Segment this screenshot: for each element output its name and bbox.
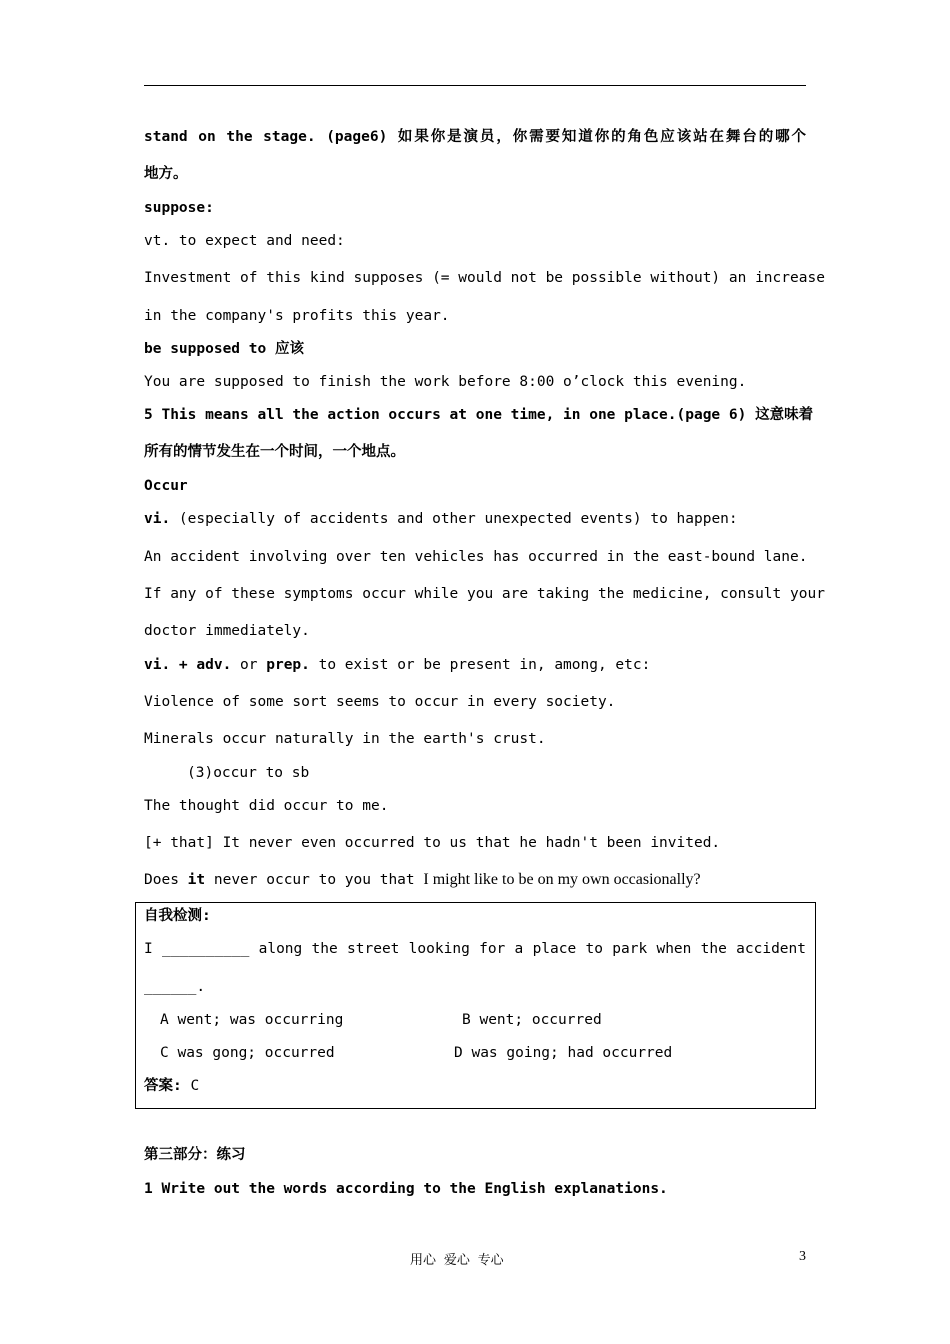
pos-label: prep.	[266, 657, 310, 673]
text-l22-bold: it	[187, 872, 206, 888]
header-rule	[144, 85, 806, 86]
option-d: D was going; had occurred	[454, 1045, 673, 1061]
example-line: The thought did occur to me.	[144, 798, 389, 814]
body-line-2: 地方。	[144, 166, 188, 182]
answer-line	[144, 1077, 806, 1095]
question-line	[144, 940, 806, 958]
definition-text: to exist or be present in, among, etc:	[309, 657, 651, 673]
word-heading-suppose: suppose:	[144, 200, 214, 216]
translation-line: 所有的情节发生在一个时间，一个地点。	[144, 444, 405, 460]
option-a: A went; was occurring	[160, 1012, 344, 1028]
option-c: C was gong; occurred	[160, 1045, 335, 1061]
question-blank: ______.	[144, 979, 206, 995]
text-l1: stand on the stage. (page6) 如果你是演员，你需要知道你的角色应该站在舞台的哪个	[144, 129, 806, 145]
example-line: doctor immediately.	[144, 623, 310, 639]
text-l5: Investment of this kind supposes (= would not be possible without) an increase	[144, 270, 825, 286]
example-line	[144, 871, 806, 889]
answer-value: C	[181, 1078, 200, 1094]
definition-line	[144, 656, 806, 674]
body-line-1	[144, 128, 806, 146]
question-text: I __________ along the street looking for a place to park when the accident	[144, 941, 806, 957]
text-l14: If any of these symptoms occur while you are taking the medicine, consult your	[144, 586, 825, 602]
section-title: 第三部分：练习	[144, 1147, 246, 1163]
page-number: 3	[799, 1249, 806, 1264]
word-heading-occur: Occur	[144, 478, 188, 494]
text-l22a: Does	[144, 872, 188, 888]
exercise-item: 1 Write out the words according to the English explanations.	[144, 1181, 668, 1197]
sub-heading: (3)occur to sb	[187, 765, 310, 781]
example-line: You are supposed to finish the work before 8:00 o’clock this evening.	[144, 374, 747, 390]
pos-label: vi.	[144, 511, 171, 527]
definition-line: vt. to expect and need:	[144, 233, 345, 249]
text-l22c: I might like to be on my own occasionally?	[423, 871, 701, 888]
self-test-title: 自我检测:	[144, 908, 211, 924]
example-line	[144, 585, 825, 603]
text-l9: 5 This means all the action occurs at one time, in one place.(page 6) 这意味着	[144, 407, 814, 423]
example-line: Minerals occur naturally in the earth's crust.	[144, 731, 546, 747]
definition-text: (especially of accidents and other unexpected events) to happen:	[170, 511, 738, 527]
example-line: An accident involving over ten vehicles has occurred in the east-bound lane.	[144, 549, 808, 565]
definition-line	[144, 510, 806, 528]
example-line: Violence of some sort seems to occur in every society.	[144, 694, 616, 710]
phrase-heading: be supposed to 应该	[144, 341, 304, 357]
example-line	[144, 269, 825, 287]
option-b: B went; occurred	[462, 1012, 602, 1028]
example-line: in the company's profits this year.	[144, 308, 450, 324]
answer-label: 答案:	[144, 1078, 182, 1094]
footer-text: 用心 爱心 专心	[410, 1253, 504, 1268]
body-line-numbered	[144, 406, 814, 424]
example-line: [+ that] It never even occurred to us that he hadn't been invited.	[144, 835, 721, 851]
pos-label: vi. + adv.	[144, 657, 232, 673]
text-l22b: never occur to you that	[205, 872, 424, 888]
connector-text: or	[231, 657, 267, 673]
